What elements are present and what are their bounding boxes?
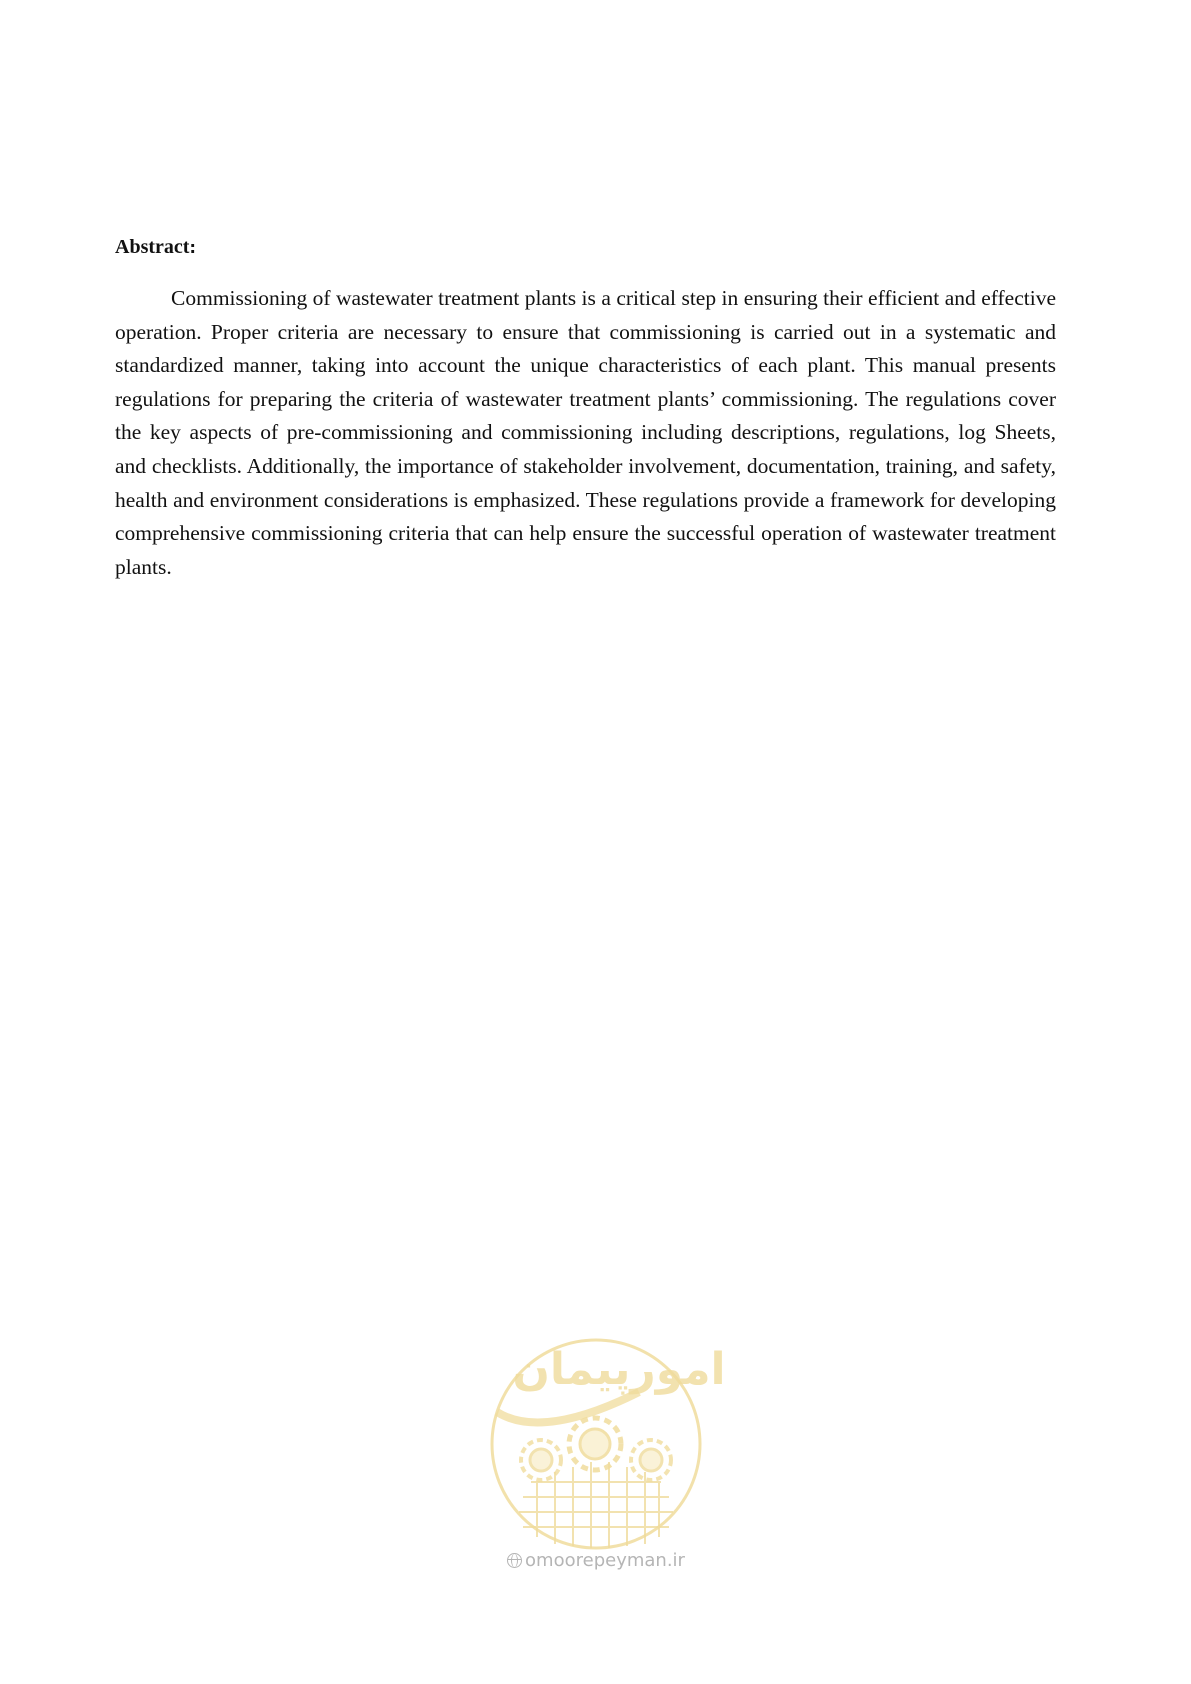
watermark-logo-text: امورپیمان (512, 1344, 726, 1395)
abstract-heading-text: Abstract (115, 236, 190, 258)
abstract-body: Commissioning of wastewater treatment plants is a critical step in ensuring their efficient and effective operation. Proper criteria are necessary to ensure that commissioning is carried out in a systematic and standardized manner, taking into account the unique characteristics of each plant. This manual presents regulations for preparing the criteria of wastewater treatment plants’ commissioning. The regulations cover the key aspects of pre-commissioning and commissioning including descriptions, regulations, log Sheets, and checklists. Additionally, the importance of stakeholder involvement, documentation, training, and safety, health and environment considerations is emphasized. These regulations provide a framework for developing comprehensive commissioning criteria that can help ensure the successful operation of wastewater treatment plants. (115, 286, 1056, 579)
globe-icon (507, 1553, 522, 1568)
abstract-heading (115, 236, 196, 259)
watermark-logo (489, 1332, 726, 1564)
watermark-url-text: omoorepeyman.ir (525, 1550, 685, 1571)
abstract-heading-colon: : (189, 238, 196, 257)
watermark-url (489, 1550, 703, 1571)
